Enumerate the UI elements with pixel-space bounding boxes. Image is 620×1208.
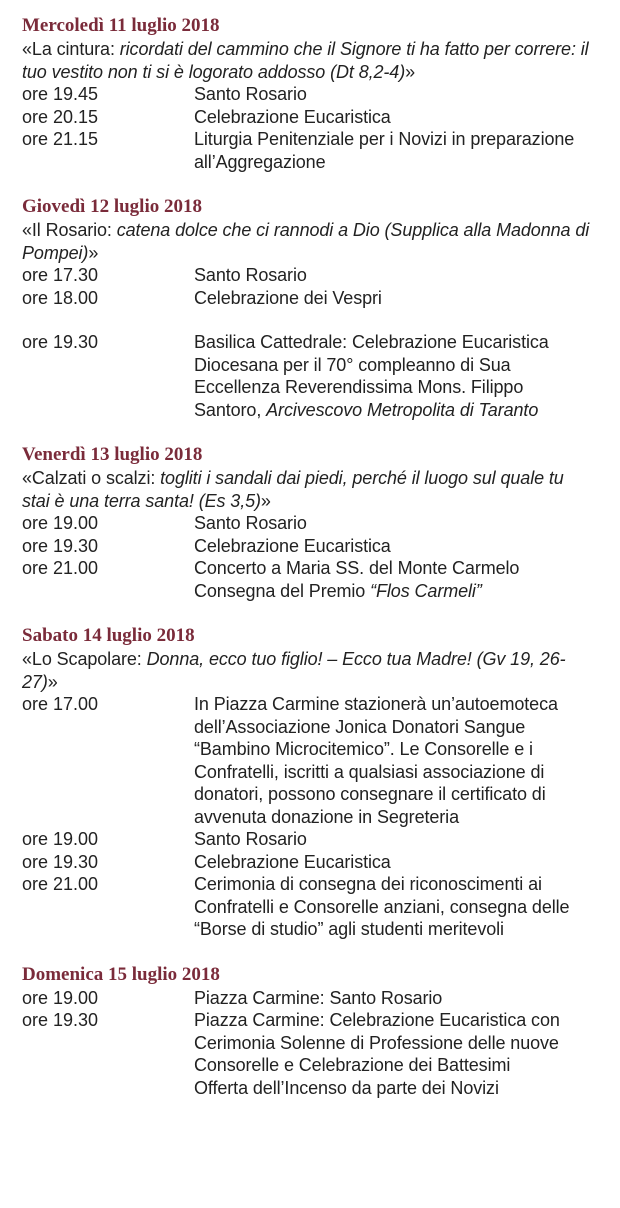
event-row xyxy=(22,580,620,603)
event-row xyxy=(22,1077,620,1100)
event-description: Piazza Carmine: Santo Rosario xyxy=(194,987,443,1008)
event-time: ore 17.30 xyxy=(22,265,99,285)
event-row xyxy=(22,828,620,851)
event-time: ore 19.30 xyxy=(22,851,99,872)
event-row xyxy=(22,83,620,106)
day-title: Venerdì 13 luglio 2018 xyxy=(22,444,203,465)
event-row xyxy=(22,851,620,874)
event-row xyxy=(22,331,620,421)
event-time: ore 18.00 xyxy=(22,287,99,308)
theme-quote: togliti i sandali dai piedi, perché il luogo sul quale tu stai è una terra santa! (Es 3,5) xyxy=(22,468,564,511)
day-block xyxy=(22,963,620,1100)
day-title: Sabato 14 luglio 2018 xyxy=(22,625,195,646)
event-row xyxy=(22,1009,620,1077)
day-title: Giovedì 12 luglio 2018 xyxy=(22,196,202,217)
event-description: Celebrazione Eucaristica xyxy=(194,106,391,127)
event-row xyxy=(22,987,620,1010)
event-time: ore 19.00 xyxy=(22,513,99,533)
day-block xyxy=(22,443,620,602)
event-text: Basilica Cattedrale: Celebrazione Eucaristica Diocesana per il 70° compleanno di Sua Eccellenza Reverendissima Mons. Filippo Santoro, xyxy=(194,332,549,420)
event-time: ore 19.45 xyxy=(22,84,99,104)
event-row xyxy=(22,557,620,580)
event-row xyxy=(22,535,620,558)
event-description: Cerimonia di consegna dei riconoscimenti ai Confratelli e Consorelle anziani, consegna delle “Borse di studio” agli studenti meritevoli xyxy=(194,874,570,939)
event-description: Santo Rosario xyxy=(194,513,307,533)
event-row xyxy=(22,873,620,941)
day-title: Domenica 15 luglio 2018 xyxy=(22,963,220,985)
event-description: Liturgia Penitenziale per i Novizi in preparazione all’Aggregazione xyxy=(194,129,575,172)
event-row xyxy=(22,693,620,828)
event-row xyxy=(22,128,620,173)
day-block xyxy=(22,195,620,421)
theme-intro: «Calzati o scalzi: xyxy=(22,468,161,488)
theme-intro: «La cintura: xyxy=(22,39,120,59)
theme-intro: «Il Rosario: xyxy=(22,220,117,240)
event-description: Celebrazione Eucaristica xyxy=(194,535,391,556)
event-time: ore 19.30 xyxy=(22,1010,99,1030)
theme-quote: Donna, ecco tuo figlio! – Ecco tua Madre! (Gv 19, 26-27) xyxy=(22,649,566,692)
theme-close: » xyxy=(88,242,99,263)
day-theme xyxy=(22,219,592,264)
day-theme xyxy=(22,38,592,83)
theme-close: » xyxy=(47,671,58,692)
event-description xyxy=(194,580,592,603)
theme-close: » xyxy=(260,490,271,511)
event-time: ore 21.00 xyxy=(22,558,99,578)
event-description: Santo Rosario xyxy=(194,84,307,104)
event-row xyxy=(22,287,620,310)
event-description: Piazza Carmine: Celebrazione Eucaristica con Cerimonia Solenne di Professione delle nuove Consorelle e Celebrazione dei Battesimi xyxy=(194,1010,560,1075)
event-description: Offerta dell’Incenso da parte dei Novizi xyxy=(194,1077,499,1098)
event-time: ore 20.15 xyxy=(22,106,99,127)
theme-quote: catena dolce che ci rannodi a Dio (Supplica alla Madonna di Pompei) xyxy=(22,220,590,263)
event-description: Santo Rosario xyxy=(194,265,307,285)
day-block xyxy=(22,14,620,173)
event-description xyxy=(194,331,592,421)
event-time: ore 19.00 xyxy=(22,829,99,849)
day-theme xyxy=(22,648,592,693)
event-time: ore 19.30 xyxy=(22,332,99,352)
event-row xyxy=(22,106,620,129)
event-description: In Piazza Carmine stazionerà un’autoemoteca dell’Associazione Jonica Donatori Sangue “Bambino Microcitemico”. Le Consorelle e i Confratelli, iscritti a qualsiasi associazione di donatori, possono consegnare il certificato di avvenuta donazione in Segreteria xyxy=(194,694,558,827)
event-text-italic: “Flos Carmeli” xyxy=(370,580,482,601)
event-time: ore 21.15 xyxy=(22,129,99,149)
day-block xyxy=(22,624,620,941)
event-text: Consegna del Premio xyxy=(194,580,371,601)
event-description: Santo Rosario xyxy=(194,829,307,849)
event-time: ore 21.00 xyxy=(22,874,99,894)
event-time: ore 19.00 xyxy=(22,987,99,1008)
event-text-italic: Arcivescovo Metropolita di Taranto xyxy=(266,399,539,420)
event-description: Celebrazione dei Vespri xyxy=(194,287,382,308)
event-row xyxy=(22,264,620,287)
event-description: Concerto a Maria SS. del Monte Carmelo xyxy=(194,558,520,578)
day-theme xyxy=(22,467,592,512)
event-time: ore 17.00 xyxy=(22,694,99,714)
event-description: Celebrazione Eucaristica xyxy=(194,851,391,872)
event-row xyxy=(22,512,620,535)
day-title: Mercoledì 11 luglio 2018 xyxy=(22,15,220,36)
theme-quote: ricordati del cammino che il Signore ti ha fatto per correre: il tuo vestito non ti si è logorato addosso (Dt 8,2-4) xyxy=(22,39,589,82)
theme-close: » xyxy=(405,61,416,82)
event-time: ore 19.30 xyxy=(22,535,99,556)
theme-intro: «Lo Scapolare: xyxy=(22,649,147,669)
